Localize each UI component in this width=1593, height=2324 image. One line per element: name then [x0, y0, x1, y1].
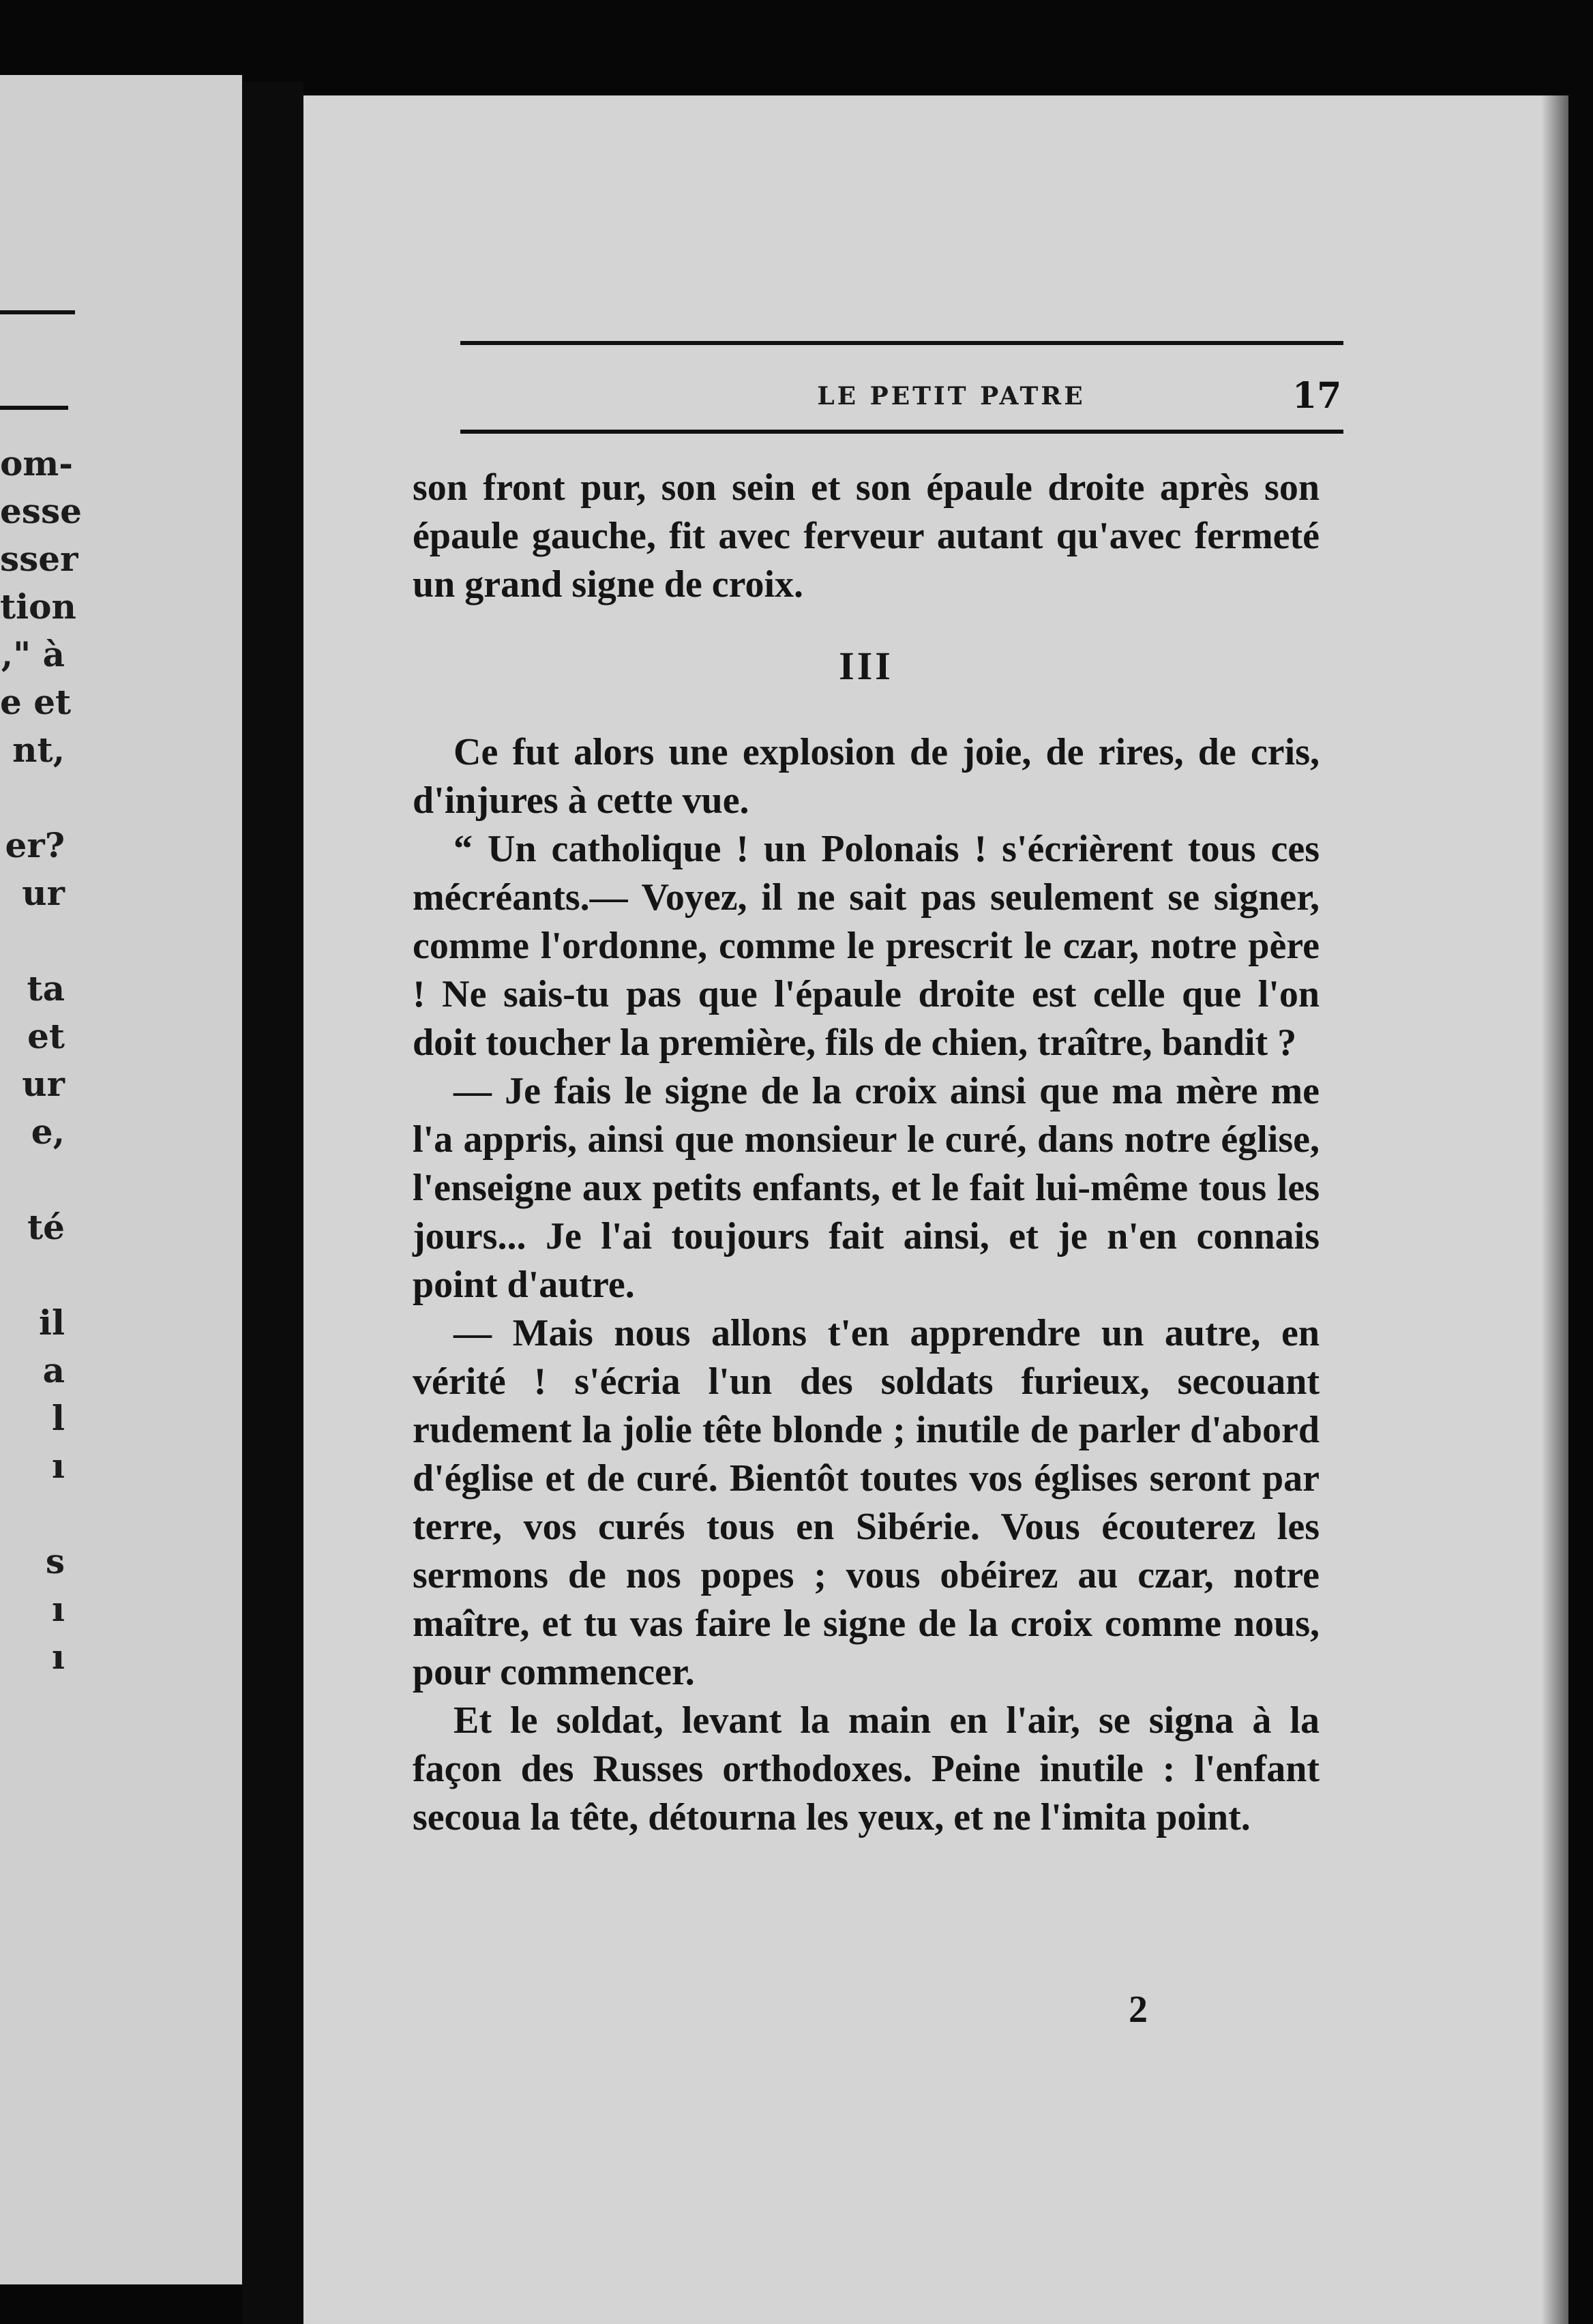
left-page-fragment: esse [0, 491, 82, 531]
left-page-fragment: ı [52, 1446, 65, 1486]
left-page-fragment: il [39, 1302, 65, 1343]
left-page-fragment: ," à [1, 634, 65, 674]
body-text [413, 464, 1320, 1842]
left-page-fragment: er? [5, 825, 65, 865]
left-page-fragment: sser [0, 539, 78, 579]
running-head: LE PETIT PATRE [817, 382, 1086, 411]
left-page-fragment: e et [0, 682, 72, 722]
right-page [303, 95, 1568, 2324]
page-number: 17 [1292, 375, 1342, 417]
left-page-fragment: ta [27, 968, 65, 1009]
paragraph: Ce fut alors une explosion de joie, de rires, de cris, d'injures à cette vue. [413, 731, 1320, 822]
left-page-fragment: ı [52, 1637, 65, 1677]
left-page [0, 75, 242, 2284]
left-page-fragment: om- [0, 443, 74, 483]
paragraph: “ Un catholique ! un Polonais ! s'écrièrent tous ces mécréants.— Voyez, il ne sait pas seulement se signer, comme l'ordonne, comme le prescrit le czar, notre père ! Ne sais-tu pas que l'épaule droite est celle que l'on doit toucher la première, fils de chien, traître, bandit ? [413, 828, 1320, 1064]
section-heading: III [839, 644, 893, 688]
left-page-fragment: ur [22, 873, 65, 913]
left-page-fragment: l [52, 1398, 65, 1438]
left-page-fragment: et [27, 1016, 65, 1056]
left-page-fragment: e, [31, 1112, 65, 1152]
left-page-fragment: ı [52, 1589, 65, 1629]
signature-mark: 2 [1129, 1988, 1148, 2031]
paragraph: — Mais nous allons t'en apprendre un autre, en vérité ! s'écria l'un des soldats furieux, secouant rudement la jolie tête blonde ; inutile de parler d'abord d'église et de curé. Bientôt toutes vos églises seront par terre, vos curés tous en Sibérie. Vous écouterez les sermons de nos popes ; vous obéirez au czar, notre maître, et tu vas faire le signe de la croix comme nous, pour commencer. [413, 1312, 1320, 1693]
paragraph: — Je fais le signe de la croix ainsi que ma mère me l'a appris, ainsi que monsieur le curé, dans notre église, l'enseigne aux petits enfants, et le fait lui-même tous les jours... Je l'ai toujours fait ainsi, et je n'en connais point d'autre. [413, 1070, 1320, 1306]
left-page-fragment: nt, [12, 730, 65, 770]
paragraph: son front pur, son sein et son épaule droite après son épaule gauche, fit avec ferveur autant qu'avec fermeté un grand signe de croix. [413, 466, 1320, 606]
left-page-fragment: té [27, 1207, 65, 1247]
header-bottom-rule [460, 430, 1343, 434]
left-page-fragment: ur [22, 1064, 65, 1104]
left-page-rule [0, 406, 68, 410]
paragraph: Et le soldat, levant la main en l'air, se signa à la façon des Russes orthodoxes. Peine inutile : l'enfant secoua la tête, détourna les yeux, et ne l'imita point. [413, 1699, 1320, 1838]
left-page-fragment: s [45, 1541, 65, 1581]
header-top-rule [460, 341, 1343, 345]
book-gutter [242, 82, 303, 2324]
left-page-rule [0, 310, 75, 314]
left-page-fragment: a [42, 1350, 65, 1390]
left-page-fragment: tion [0, 586, 76, 627]
